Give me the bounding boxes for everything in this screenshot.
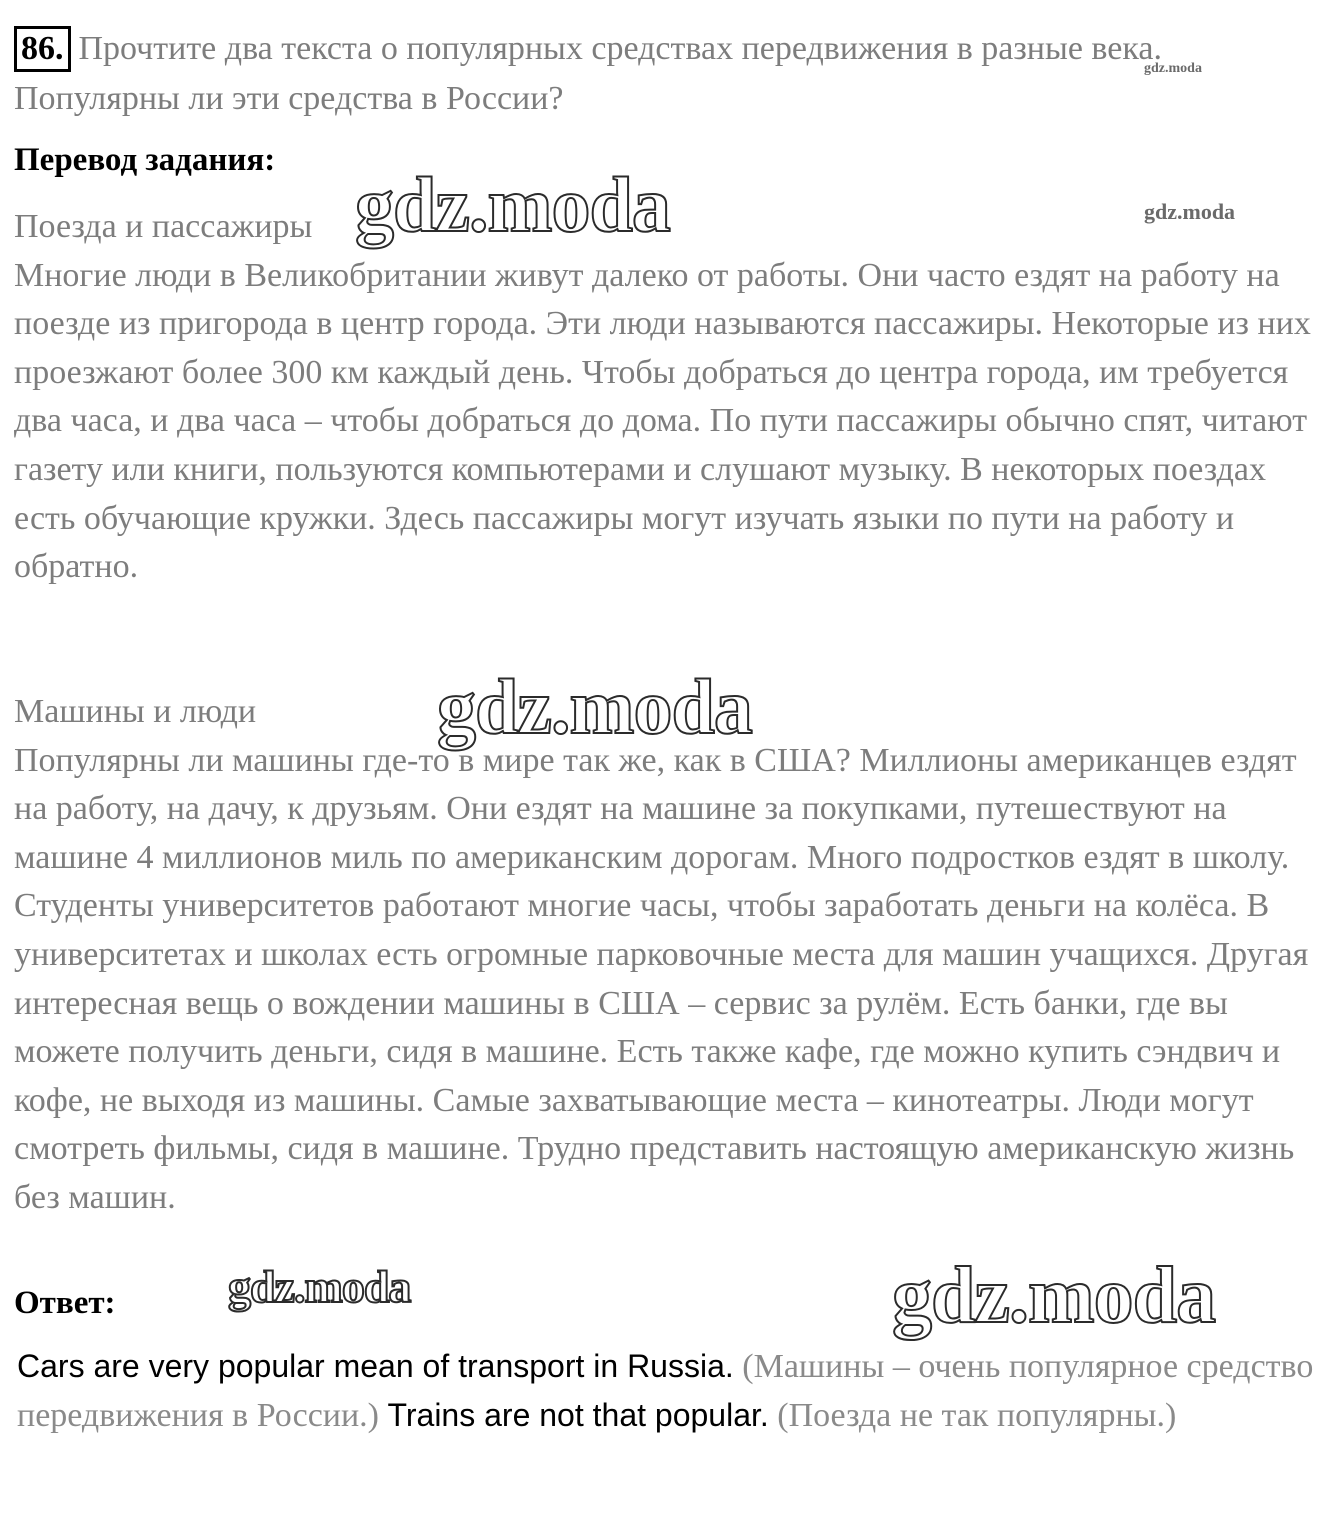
text-trains-body: Многие люди в Великобритании живут далеко от работы. Они часто ездят на работу на поезде из пригорода в центр города. Эти люди называются пассажиры. Некоторые из них проезжают более 300 км каждый день. Чтобы добраться до центра города, им требуется два часа, и два часа – чтобы добраться до дома. По пути пассажиры обычно спят, читают газету или книги, пользуются компьютерами и слушают музыку. В некоторых поездах есть обучающие кружки. Здесь пассажиры могут изучать языки по пути на работу и обратно. xyxy=(14,256,1311,586)
translation-label: Перевод задания: xyxy=(14,142,276,178)
text-trains xyxy=(14,199,1319,592)
watermark-logo: gdz.moda xyxy=(892,1252,1216,1340)
text-trains-title: Поезда и пассажиры xyxy=(14,208,313,245)
text-cars-body: Популярны ли машины где-то в мире так же, как в США? Миллионы американцев ездят на работу, на дачу, к друзьям. Они ездят на машине за покупками, путешествуют на машине 4 миллионов миль по американским дорогам. Много подростков ездят в школу. Студенты университетов работают многие часы, чтобы заработать деньги на колёса. В университетах и школах есть огромные парковочные места для машин учащихся. Другая интересная вещь о вождении машины в США – сервис за рулём. Есть банки, где вы можете получить деньги, сидя в машине. Есть также кафе, где можно купить сэндвич и кофе, не выходя из машины. Самые захватывающие места – кинотеатры. Люди могут смотреть фильмы, сидя в машине. Трудно представить настоящую американскую жизнь без машин. xyxy=(14,741,1309,1216)
answer-en-1: Cars are very popular mean of transport in Russia. xyxy=(17,1348,734,1384)
answer-text xyxy=(17,1342,1317,1440)
answer-en-2: Trains are not that popular. xyxy=(387,1397,769,1433)
task-instruction: Прочтите два текста о популярных средствах передвижения в разные века. Популярны ли эти средства в России? xyxy=(14,30,1162,117)
text-cars-title: Машины и люди xyxy=(14,693,257,730)
text-cars xyxy=(14,688,1319,1223)
watermark-logo: gdz.moda xyxy=(1144,61,1202,76)
watermark-logo: gdz.moda xyxy=(355,161,670,248)
watermark-logo: gdz.moda xyxy=(437,663,752,750)
watermark-logo: gdz.moda xyxy=(1144,199,1236,224)
task-header xyxy=(14,24,1244,124)
answer-label: Ответ: xyxy=(14,1285,116,1321)
task-number: 86. xyxy=(14,26,71,72)
watermark-logo: gdz.moda xyxy=(228,1261,411,1312)
answer-ru-1: (Машины – очень популярное средство передвижения в России.) xyxy=(17,1348,1314,1434)
answer-ru-2: (Поезда не так популярны.) xyxy=(777,1397,1177,1434)
